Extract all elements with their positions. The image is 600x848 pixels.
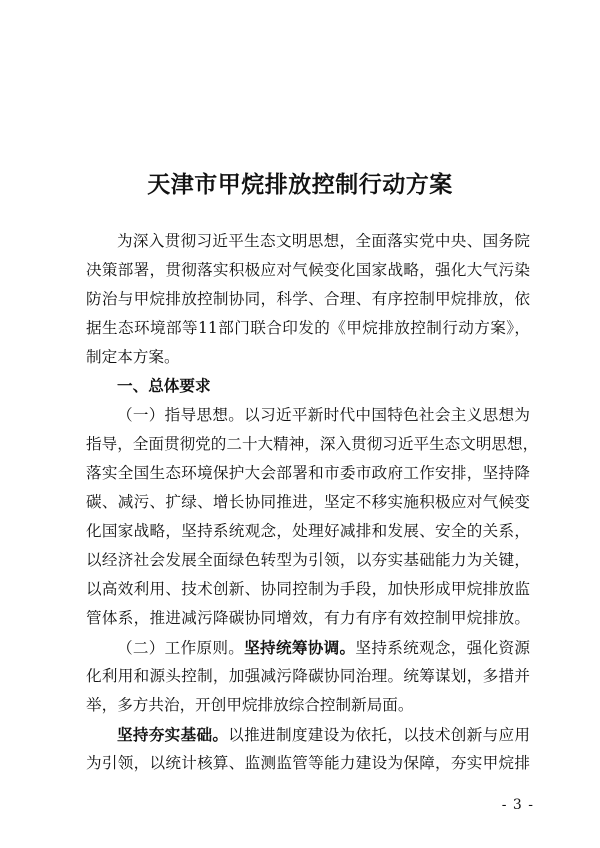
guiding-line-3: 落实全国生态环境保护大会部署和市委市政府工作安排，坚持降 bbox=[86, 464, 530, 482]
document-title: 天津市甲烷排放控制行动方案 bbox=[147, 171, 453, 198]
page-number: - 3 - bbox=[501, 797, 534, 813]
intro-line-2: 决策部署，贯彻落实积极应对气候变化国家战略，强化大气污染 bbox=[86, 261, 530, 279]
intro-line-5: 制定本方案。 bbox=[86, 348, 180, 366]
principle2-line-1 bbox=[86, 720, 530, 749]
principles-line-1 bbox=[86, 633, 530, 662]
principle1-heading: 坚持统筹协调。 bbox=[244, 638, 356, 657]
principle2-text-1: 以推进制度建设为依托，以技术创新与应用 bbox=[228, 726, 530, 744]
document-body bbox=[86, 227, 539, 778]
section-heading-general-requirements: 一、总体要求 bbox=[117, 377, 211, 395]
guiding-line-4: 碳、减污、扩绿、增长协同推进，坚定不移实施积极应对气候变 bbox=[86, 493, 530, 511]
guiding-label: （一）指导思想。 bbox=[117, 406, 245, 424]
principles-label: （二）工作原则。 bbox=[117, 639, 245, 657]
intro-line-3: 防治与甲烷排放控制协同，科学、合理、有序控制甲烷排放，依 bbox=[86, 290, 530, 308]
principles-line-2: 化利用和源头控制，加强减污降碳协同治理。统筹谋划，多措并 bbox=[86, 667, 530, 685]
intro-line-4: 据生态环境部等11部门联合印发的《甲烷排放控制行动方案》， bbox=[86, 319, 530, 337]
guiding-text-1: 以习近平新时代中国特色社会主义思想为 bbox=[244, 406, 530, 424]
guiding-line-8: 管体系，推进减污降碳协同增效，有力有序有效控制甲烷排放。 bbox=[86, 609, 530, 627]
intro-line-1: 为深入贯彻习近平生态文明思想，全面落实党中央、国务院 bbox=[117, 232, 530, 250]
guiding-line-5: 化国家战略，坚持系统观念，处理好减排和发展、安全的关系， bbox=[86, 522, 530, 540]
principles-line-3: 举，多方共治，开创甲烷排放综合控制新局面。 bbox=[86, 696, 414, 714]
guiding-line-1 bbox=[86, 401, 530, 430]
principle2-line-2: 为引领，以统计核算、监测监管等能力建设为保障，夯实甲烷排 bbox=[86, 754, 530, 772]
guiding-line-2: 指导，全面贯彻党的二十大精神，深入贯彻习近平生态文明思想， bbox=[86, 435, 539, 453]
principle2-heading: 坚持夯实基础。 bbox=[117, 725, 229, 744]
principle1-text-1: 坚持系统观念，强化资源 bbox=[355, 639, 530, 657]
guiding-line-6: 以经济社会发展全面绿色转型为引领，以夯实基础能力为关键， bbox=[86, 551, 530, 569]
guiding-line-7: 以高效利用、技术创新、协同控制为手段，加快形成甲烷排放监 bbox=[86, 580, 530, 598]
